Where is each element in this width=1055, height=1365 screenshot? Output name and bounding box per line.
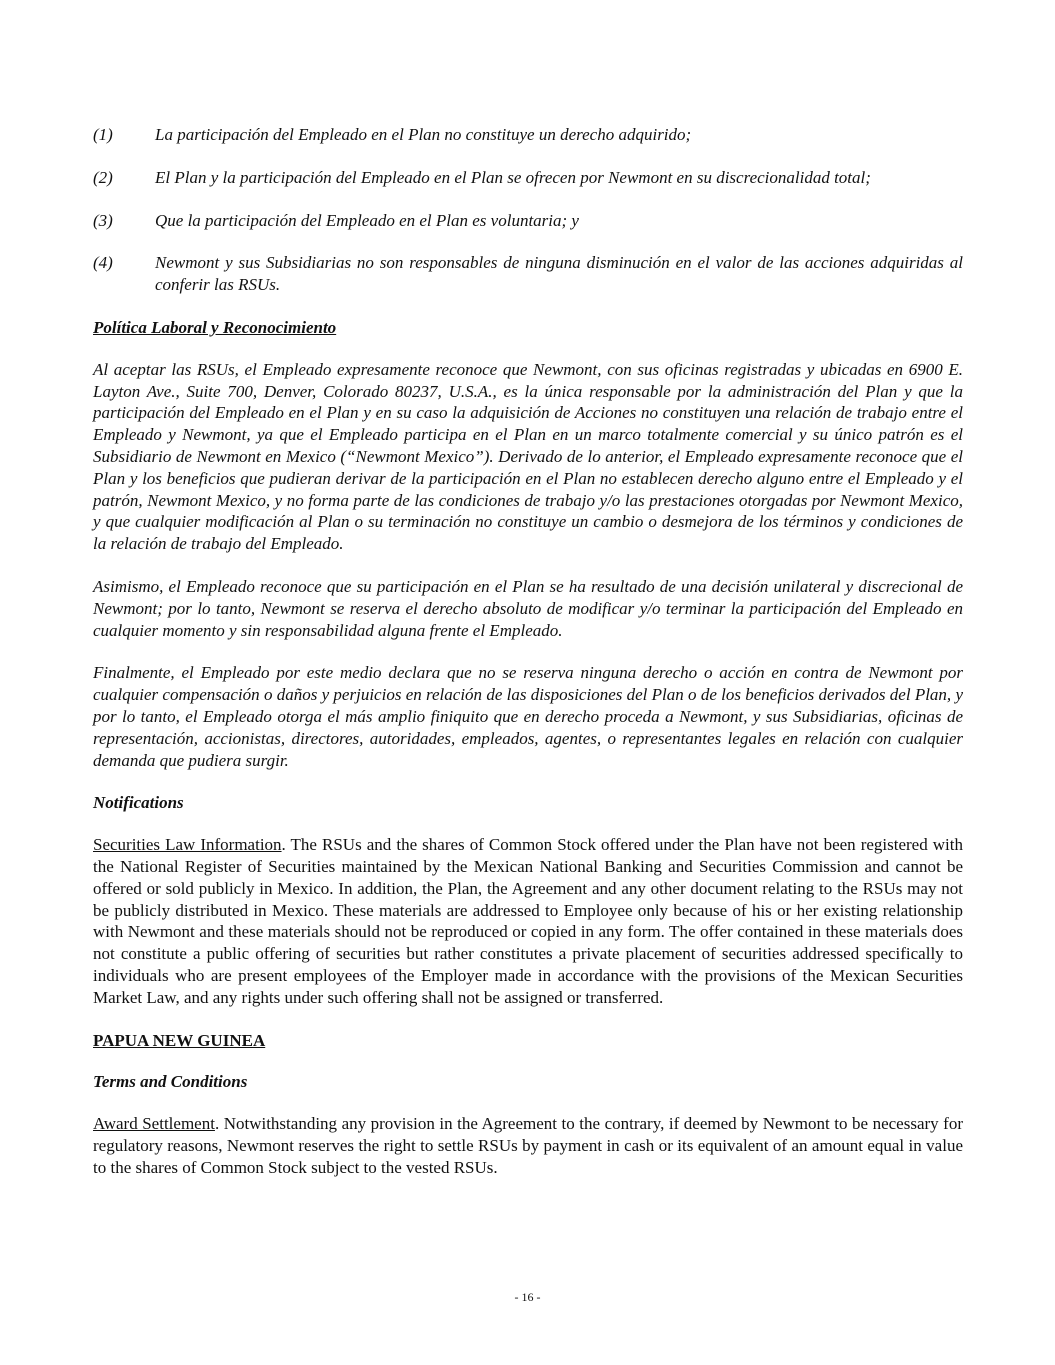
securities-law-paragraph <box>93 834 963 1008</box>
list-item-number: (1) <box>93 125 113 144</box>
page-number: - 16 - <box>514 1290 541 1304</box>
award-settlement-paragraph <box>93 1113 963 1178</box>
list-item-text: El Plan y la participación del Empleado en el Plan se ofrecen por Newmont en su discrecionalidad total; <box>155 167 871 187</box>
labor-paragraph: Al aceptar las RSUs, el Empleado expresamente reconoce que Newmont, con sus oficinas registradas y ubicadas en 6900 E. Layton Ave., Suite 700, Denver, Colorado 80237, U.S.A., es la única responsable por la administración del Plan y que la participación del Empleado en el Plan y en su caso la adquisición de Acciones no constituyen una relación de trabajo entre el Empleado y Newmont, ya que el Empleado participa en el Plan en un marco totalmente comercial y su único patrón es el Subsidiario de Newmont en Mexico (“Newmont Mexico”). Derivado de lo anterior, el Empleado expresamente reconoce que el Plan y los beneficios que pudieran derivar de la participación en el Plan no establecen derecho alguno entre el Empleado y el patrón, Newmont Mexico, y no forma parte de las condiciones de trabajo y/o las prestaciones otorgadas por Newmont Mexico, y que cualquier modificación al Plan o su terminación no constituye un cambio o desmejora de los términos y condiciones de la relación de trabajo del Empleado. <box>93 359 963 554</box>
list-item-text: Newmont y sus Subsidiarias no son responsables de ninguna disminución en el valor de las acciones adquiridas al conferir las RSUs. <box>155 253 963 295</box>
labor-paragraph: Asimismo, el Empleado reconoce que su participación en el Plan se ha resultado de una decisión unilateral y discrecional de Newmont; por lo tanto, Newmont se reserva el derecho absoluto de modificar y/o terminar la participación del Empleado en cualquier momento y sin responsabilidad alguna frente el Empleado. <box>93 576 963 640</box>
list-item-text: Que la participación del Empleado en el Plan es voluntaria; y <box>155 210 579 230</box>
list-item <box>93 167 963 189</box>
list-item-text: La participación del Empleado en el Plan no constituye un derecho adquirido; <box>155 125 692 144</box>
list-item-number: (3) <box>93 210 113 230</box>
notifications-heading: Notifications <box>93 793 184 813</box>
country-heading: PAPUA NEW GUINEA <box>93 1030 266 1050</box>
list-item-number: (2) <box>93 167 113 187</box>
securities-law-label: Securities Law Information <box>93 835 282 855</box>
award-settlement-text: . Notwithstanding any provision in the Agreement to the contrary, if deemed by Newmont to be necessary for regulatory reasons, Newmont reserves the right to settle RSUs by payment in cash or its equivalent of an amount equal in value to the shares of Common Stock subject to the vested RSUs. <box>93 1114 964 1177</box>
list-item <box>93 210 963 232</box>
document-page <box>93 124 963 1199</box>
list-item-number: (4) <box>93 253 113 273</box>
labor-policy-heading: Política Laboral y Reconocimiento <box>93 317 337 337</box>
list-item <box>93 124 963 146</box>
securities-law-text: . The RSUs and the shares of Common Stock offered under the Plan have not been registered with the National Register of Securities maintained by the Mexican National Banking and Securities Commission and cannot be offered or sold publicly in Mexico. In addition, the Plan, the Agreement and any other document relating to the RSUs may not be publicly distributed in Mexico. These materials are addressed to Employee only because of his or her existing relationship with Newmont and these materials should not be reproduced or copied in any form. The offer contained in these materials does not constitute a public offering of securities but rather constitutes a private placement of securities addressed specifically to individuals who are present employees of the Employer made in accordance with the provisions of the Mexican Securities Market Law, and any rights under such offering shall not be assigned or transferred. <box>93 835 963 1007</box>
labor-paragraph: Finalmente, el Empleado por este medio declara que no se reserva ninguna derecho o acción en contra de Newmont por cualquier compensación o daños y perjuicios en relación de las disposiciones del Plan o de los beneficios derivados del Plan, y por lo tanto, el Empleado otorga el más amplio finiquito que en derecho proceda a Newmont, y sus Subsidiarias, oficinas de representación, accionistas, directores, autoridades, empleados, agentes, o representantes legales en relación con cualquier demanda que pudiera surgir. <box>93 663 963 770</box>
terms-heading: Terms and Conditions <box>93 1072 248 1092</box>
award-settlement-label: Award Settlement <box>93 1114 215 1134</box>
list-item <box>93 252 963 296</box>
